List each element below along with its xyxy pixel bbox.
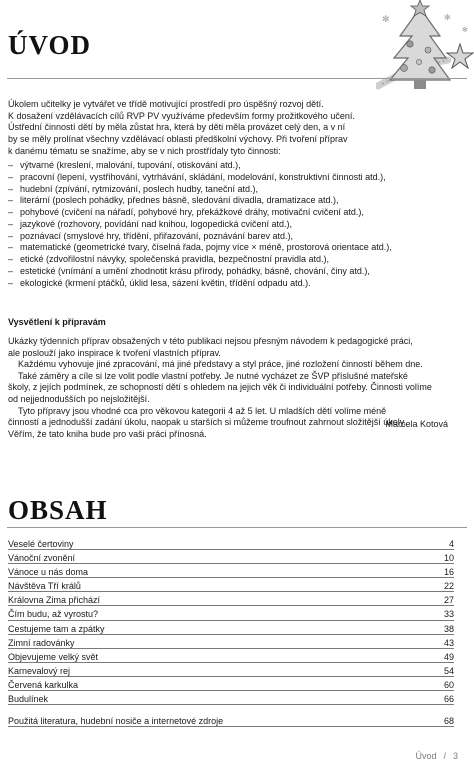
christmas-tree-icon [376,0,474,98]
toc-entry[interactable] [8,566,454,580]
bullet-icon: – [8,183,14,194]
list-item: – ekologické (krmení ptáčků, úklid lesa, sázení květin, třídění odpadu atd.). [8,277,311,288]
explanation-line: Věřím, že tato kniha bude pro vaši práci přínosná. [8,428,207,439]
toc-entry-title: Cestujeme tam a zpátky [8,624,108,634]
bullet-icon: – [8,277,14,288]
author-signature: Marcela Kotová [385,419,448,429]
bullet-icon: – [8,265,14,276]
bullet-icon: – [8,195,14,206]
list-item: – pohybové (cvičení na nářadí, pohybové hry, překážkové dráhy, motivační cvičení atd.), [8,207,364,217]
toc-entry-page: 10 [441,553,454,563]
toc-entry-title: Budulínek [8,694,51,704]
toc-leader [8,605,454,606]
toc-divider [7,527,467,528]
intro-line: K dosažení vzdělávacích cílů RVP PV využíváme především formy prožitkového učení. [8,110,355,121]
toc-entry-title: Zimní radovánky [8,638,78,648]
toc-entry-page: 49 [441,652,454,662]
toc-entry-title: Královna Zima přichází [8,595,103,605]
bullet-icon: – [8,207,14,217]
toc-entry-page: 38 [441,624,454,634]
explanation-line: ale poslouží jako inspirace k tvoření vlastních příprav. [8,347,221,358]
toc-entry-title: Červená karkulka [8,680,81,690]
toc-leader [8,676,454,677]
page-title: ÚVOD [8,30,91,60]
toc-entry[interactable] [8,538,454,552]
table-of-contents [8,538,454,729]
toc-entry-title: Vánoční zvonění [8,553,78,563]
list-item: – poznávací (smyslové hry, třídění, přiřazování, poznávání barev atd.), [8,230,293,241]
intro-line: Úkolem učitelky je vytvářet ve třídě motivující prostředí pro úspěšný rozvoj dětí. [8,99,324,109]
svg-text:✻: ✻ [382,15,390,25]
bullet-icon: – [8,254,14,264]
toc-leader [8,648,454,649]
toc-leader [8,662,454,663]
explanation-line: Tyto přípravy jsou vhodné cca pro věkovou kategorii 4 až 5 let. U mladších dětí volíme méně [18,405,387,416]
toc-entry-title: Objevujeme velký svět [8,652,101,662]
toc-entry-page: 22 [441,581,454,591]
svg-text:✻: ✻ [444,13,451,22]
bullet-icon: – [8,230,14,241]
toc-leader [8,591,454,592]
toc-entry[interactable] [8,608,454,622]
bullet-icon: – [8,218,14,229]
toc-entry-page: 33 [441,609,454,619]
toc-title: OBSAH [8,495,108,525]
explanation-line: školy, z jejích podmínek, ze schopností dětí s ohledem na jejich věk či individuální potřeby. Činnosti volíme [8,382,432,393]
toc-leader [8,690,454,691]
toc-entry-page: 16 [441,567,454,577]
page-number: 3 [452,751,458,761]
toc-entry[interactable] [8,715,454,729]
toc-entry-title: Návštěva Tří králů [8,581,84,591]
section-heading: Vysvětlení k přípravám [8,317,106,327]
list-item: – estetické (vnímání a umění zhodnotit krásu přírody, pohádky, básně, chování, činy atd.), [8,265,370,276]
toc-entry-page: 43 [441,638,454,648]
toc-leader [8,634,454,635]
toc-leader [8,563,454,564]
toc-entry[interactable] [8,594,454,608]
bullet-icon: – [8,171,14,182]
footer-section: Úvod [415,751,437,761]
toc-entry[interactable] [8,693,454,707]
list-item: – etické (zdvořilostní návyky, společenská pravidla, bezpečnostní pravidla atd.), [8,254,329,264]
toc-entry[interactable] [8,580,454,594]
toc-entry[interactable] [8,637,454,651]
toc-entry-title: Použitá literatura, hudební nosiče a internetové zdroje [8,716,226,726]
toc-leader [8,704,454,705]
toc-entry-page: 4 [446,539,454,549]
toc-entry-page: 60 [441,680,454,690]
toc-entry-page: 66 [441,694,454,704]
list-item: – výtvarné (kreslení, malování, tupování, otiskování atd.), [8,160,241,170]
toc-entry-title: Vánoce u nás doma [8,567,91,577]
toc-entry-title: Čím budu, až vyrostu? [8,609,101,619]
explanation-line: od nejjednodušších po nejsložitější. [8,393,150,404]
bullet-icon: – [8,242,14,253]
intro-line: k danému tématu se snažíme, aby se v nich prostřídaly tyto činnosti: [8,145,281,156]
list-item: – literární (poslech pohádky, přednes básně, sledování divadla, dramatizace atd.), [8,195,339,206]
list-item: – hudební (zpívání, rytmizování, poslech hudby, taneční atd.), [8,183,258,194]
title-divider [7,78,467,79]
intro-line: by se měly prolínat všechny vzdělávací oblasti předškolní výchovy. Při tvoření příprav [8,134,348,145]
intro-paragraph [8,99,378,158]
list-item: – jazykové (rozhovory, povídání nad knihou, logopedická cvičení atd.), [8,218,292,229]
toc-leader [8,726,454,727]
toc-entry[interactable] [8,651,454,665]
intro-line: Ústřední činností dětí by měla zůstat hra, která by děti měla provázet celý den, a v ní [8,122,346,133]
toc-entry[interactable] [8,679,454,693]
toc-entry[interactable] [8,623,454,637]
bullet-icon: – [8,160,14,170]
toc-entry-page: 68 [441,716,454,726]
explanation-line: Ukázky týdenních příprav obsažených v této publikaci nejsou přesným návodem k pedagogické práci, [8,336,413,346]
list-item: – pracovní (lepení, vystřihování, vytrhávání, skládání, modelování, konstruktivní činnosti atd.), [8,171,386,182]
toc-entry[interactable] [8,665,454,679]
toc-leader [8,577,454,578]
toc-entry-page: 54 [441,666,454,676]
toc-entry-title: Veselé čertoviny [8,539,77,549]
footer-separator: / [443,751,446,761]
toc-entry[interactable] [8,552,454,566]
page-footer [415,751,458,761]
explanation-line: Každému vyhovuje jiné zpracování, má jiné představy a styl práce, jiné rozložení činností během dne. [18,359,423,370]
toc-leader [8,620,454,621]
svg-text:✻: ✻ [462,26,468,34]
activity-list [8,160,428,289]
toc-entry-page: 27 [441,595,454,605]
toc-entry-title: Karnevalový rej [8,666,73,676]
explanation-line: Také záměry a cíle si lze volit podle vlastní potřeby. Je nutné vycházet ze ŠVP příslušné mateřské [18,370,408,381]
toc-leader [8,549,454,550]
explanation-line: činností a jednodušší zadání úkolu, naopak u starších si můžeme troufnout zahrnout složitější úkoly. [8,417,407,428]
list-item: – matematické (geometrické tvary, číselná řada, pojmy více × méně, prostorová orientace atd.), [8,242,392,253]
